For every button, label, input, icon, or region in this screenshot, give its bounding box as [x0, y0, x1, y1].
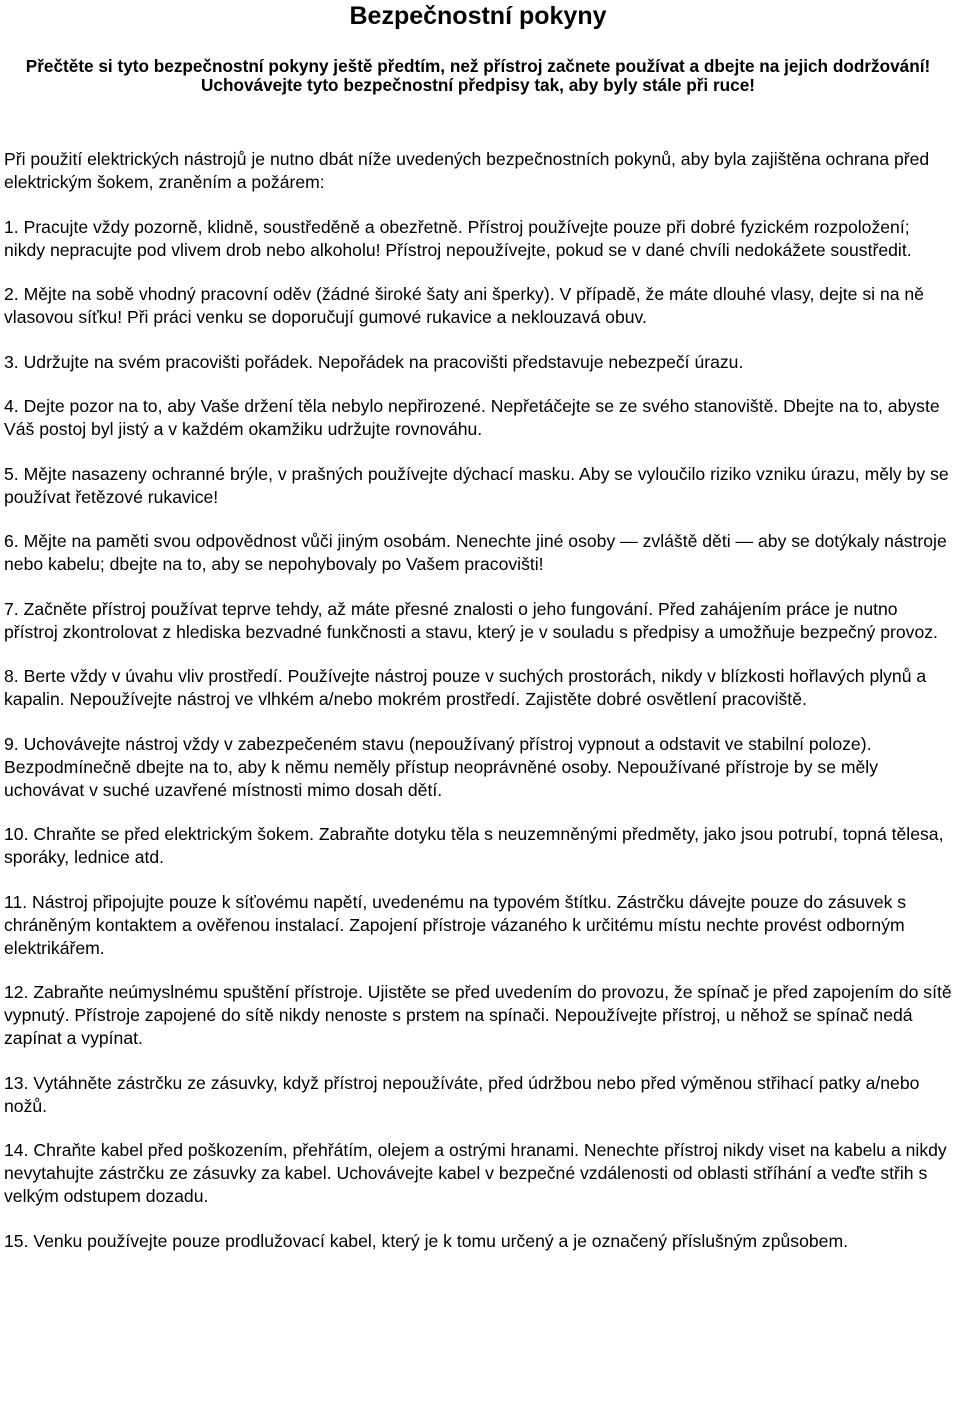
list-item [4, 463, 952, 509]
safety-warning [4, 57, 952, 95]
item-text: Berte vždy v úvahu vliv prostředí. Používejte nástroj pouze v suchých prostorách, nikdy v blízkosti hořlavých plynů a kapalin. Nepoužívejte nástroj ve vlhkém a/nebo mokrém prostředí. Zajistěte dobré osvětlení pracoviště. [4, 666, 927, 709]
list-item [4, 665, 952, 711]
item-text: Venku používejte pouze prodlužovací kabel, který je k tomu určený a je označený příslušným způsobem. [33, 1230, 848, 1251]
item-text: Vytáhněte zástrčku ze zásuvky, když přístroj nepoužíváte, před údržbou nebo před výměnou střihací patky a/nebo nožů. [4, 1072, 920, 1116]
list-item [4, 283, 952, 329]
list-item [4, 395, 952, 441]
list-item [4, 1230, 952, 1253]
item-text: Uchovávejte nástroj vždy v zabezpečeném stavu (nepoužívaný přístroj vypnout a odstavit ve stabilní poloze). Bezpodmínečně dbejte na to, aby k němu neměly přístup neoprávněné osoby. Nepoužívané přístroje by se měly uchovávat v suché uzavřené místnosti mimo dosah dětí. [4, 733, 879, 800]
item-text: Mějte nasazeny ochranné brýle, v prašných používejte dýchací masku. Aby se vyloučilo riziko vzniku úrazu, měly by se používat řetězové rukavice! [4, 463, 949, 507]
item-number: 11. [4, 891, 28, 912]
safety-items-list [4, 216, 952, 1253]
item-number: 15. [4, 1230, 29, 1251]
item-number: 3. [4, 351, 19, 372]
item-text: Chraňte kabel před poškozením, přehřátím, olejem a ostrými hranami. Nenechte přístroj nikdy viset na kabelu a nikdy nevytahujte zástrčku ze zásuvky za kabel. Uchovávejte kabel v bezpečné vzdálenosti od oblasti stříhání a veďte střih s velkým odstupem dozadu. [4, 1140, 947, 1206]
list-item [4, 216, 952, 262]
list-item [4, 351, 952, 374]
item-number: 13. [4, 1072, 29, 1093]
item-text: Mějte na sobě vhodný pracovní oděv (žádné široké šaty ani šperky). V případě, že máte dlouhé vlasy, dejte si na ně vlasovou síťku! Při práci venku se doporučují gumové rukavice a neklouzavá obuv. [4, 284, 924, 327]
list-item [4, 1072, 952, 1118]
item-text: Nástroj připojujte pouze k síťovému napětí, uvedenému na typovém štítku. Zástrčku dávejte pouze do zásuvek s chráněným kontaktem a ověřenou instalací. Zapojení přístroje vázaného k určitému místu nechte provést odborným elektrikářem. [4, 891, 907, 958]
list-item [4, 823, 952, 869]
document-title: Bezpečnostní pokyny [349, 2, 607, 30]
item-text: Udržujte na svém pracovišti pořádek. Nepořádek na pracovišti představuje nebezpečí úrazu. [23, 351, 744, 372]
item-number: 14. [4, 1140, 29, 1160]
item-number: 8. [4, 666, 19, 686]
list-item [4, 1139, 952, 1208]
item-text: Dejte pozor na to, aby Vaše držení těla nebylo nepřirozené. Nepřetáčejte se ze svého stanoviště. Dbejte na to, abyste Váš postoj byl jistý a v každém okamžiku udržujte rovnováhu. [4, 396, 940, 439]
item-number: 10. [4, 824, 29, 844]
warning-line-read: Přečtěte si tyto bezpečnostní pokyny ještě předtím, než přístroj začnete používat a dbejte na jejich dodržování! [25, 56, 931, 76]
list-item [4, 981, 952, 1050]
item-text: Zabraňte neúmyslnému spuštění přístroje. Ujistěte se před uvedením do provozu, že spínač je před zapojením do sítě vypnutý. Přístroje zapojené do sítě nikdy nenoste s prstem na spínači. Nepoužívejte přístroj, u něhož se spínač nedá zapínat a vypínat. [4, 982, 952, 1048]
item-number: 5. [4, 463, 19, 484]
list-item [4, 733, 952, 802]
item-number: 2. [4, 284, 19, 304]
item-number: 7. [4, 598, 19, 619]
warning-line-keep: Uchovávejte tyto bezpečnostní předpisy tak, aby byly stále při ruce! [201, 75, 755, 95]
item-number: 12. [4, 982, 29, 1002]
item-number: 6. [4, 531, 19, 551]
item-number: 1. [4, 216, 19, 237]
list-item [4, 598, 952, 644]
item-number: 9. [4, 733, 19, 754]
item-number: 4. [4, 396, 19, 416]
intro-paragraph: Při použití elektrických nástrojů je nutno dbát níže uvedených bezpečnostních pokynů, aby byla zajištěna ochrana před elektrickým šokem, zraněním a požárem: [4, 149, 930, 192]
list-item [4, 891, 952, 960]
item-text: Mějte na paměti svou odpovědnost vůči jiným osobám. Nenechte jiné osoby — zvláště děti — aby se dotýkaly nástroje nebo kabelu; dbejte na to, aby se nepohybovaly po Vašem pracovišti! [4, 531, 947, 574]
item-text: Začněte přístroj používat teprve tehdy, až máte přesné znalosti o jeho fungování. Před zahájením práce je nutno přístroj zkontrolovat z hlediska bezvadné funkčnosti a stavu, který je v souladu s předpisy a umožňuje bezpečný provoz. [4, 598, 938, 642]
item-text: Chraňte se před elektrickým šokem. Zabraňte dotyku těla s neuzemněnými předměty, jako jsou potrubí, topná tělesa, sporáky, lednice atd. [4, 824, 944, 867]
item-text: Pracujte vždy pozorně, klidně, soustředěně a obezřetně. Přístroj používejte pouze při dobré fyzickém rozpoložení; nikdy nepracujte pod vlivem drob nebo alkoholu! Přístroj nepoužívejte, pokud se v dané chvíli nedokážete soustředit. [4, 216, 912, 260]
list-item [4, 530, 952, 576]
